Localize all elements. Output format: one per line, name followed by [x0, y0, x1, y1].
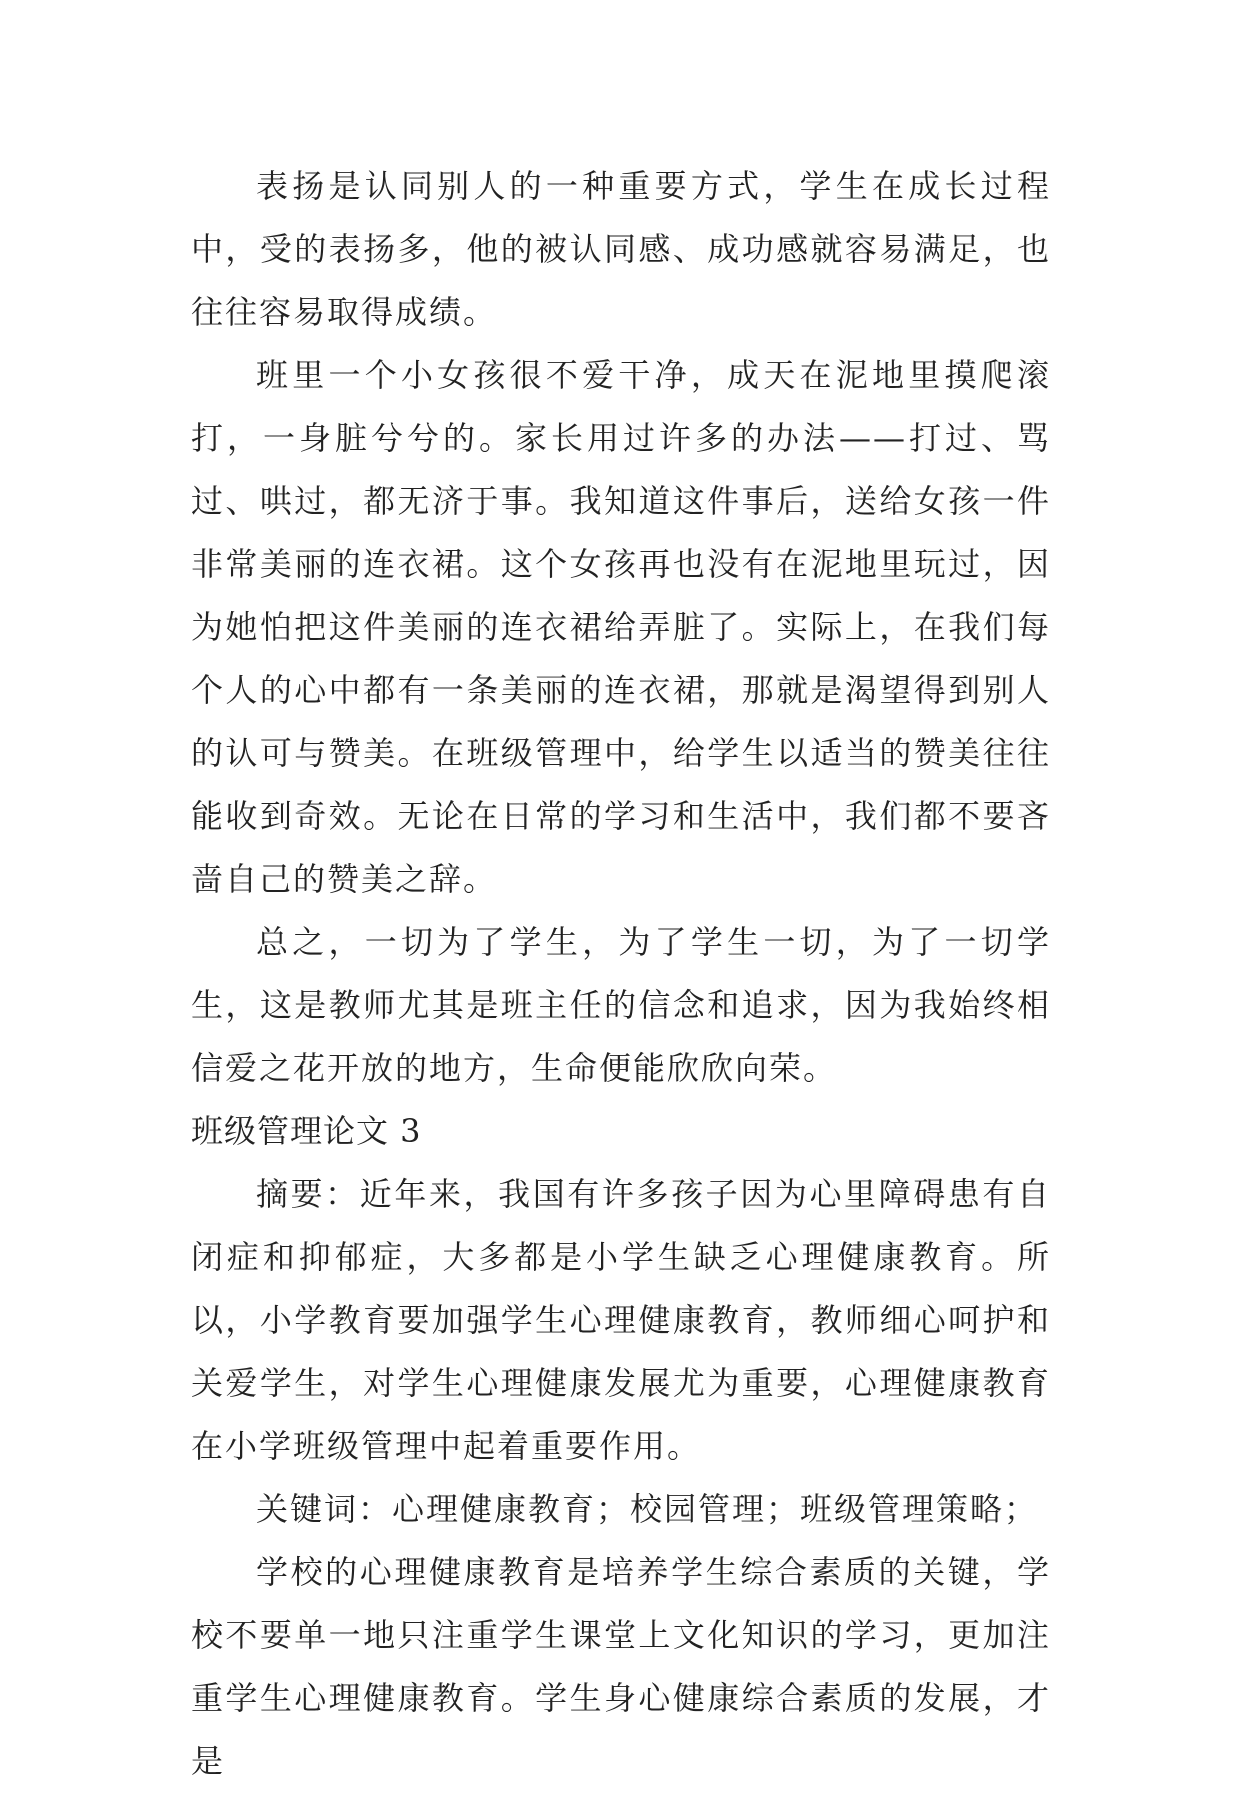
paragraph-praise-intro: 表扬是认同别人的一种重要方式，学生在成长过程中，受的表扬多，他的被认同感、成功感就容易满足，也往往容易取得成绩。 — [191, 167, 1051, 331]
section-heading: 班级管理论文 3 — [191, 1112, 422, 1150]
paragraph-keywords: 关键词：心理健康教育；校园管理；班级管理策略； — [256, 1490, 1039, 1528]
paragraph-abstract: 摘要：近年来，我国有许多孩子因为心里障碍患有自闭症和抑郁症，大多都是小学生缺乏心理健康教育。所以，小学教育要加强学生心理健康教育，教师细心呵护和关爱学生，对学生心理健康发展尤为重要，心理健康教育在小学班级管理中起着重要作用。 — [191, 1175, 1051, 1465]
document-page — [191, 155, 1051, 1793]
paragraph-conclusion: 总之，一切为了学生，为了学生一切，为了一切学生，这是教师尤其是班主任的信念和追求，因为我始终相信爱之花开放的地方，生命便能欣欣向荣。 — [191, 923, 1051, 1087]
paragraph-body-start: 学校的心理健康教育是培养学生综合素质的关键，学校不要单一地只注重学生课堂上文化知识的学习，更加注重学生心理健康教育。学生身心健康综合素质的发展，才是 — [191, 1553, 1051, 1780]
paragraph-dress-story: 班里一个小女孩很不爱干净，成天在泥地里摸爬滚打，一身脏兮兮的。家长用过许多的办法——打过、骂过、哄过，都无济于事。我知道这件事后，送给女孩一件非常美丽的连衣裙。这个女孩再也没有在泥地里玩过，因为她怕把这件美丽的连衣裙给弄脏了。实际上，在我们每个人的心中都有一条美丽的连衣裙，那就是渴望得到别人的认可与赞美。在班级管理中，给学生以适当的赞美往往能收到奇效。无论在日常的学习和生活中，我们都不要吝啬自己的赞美之辞。 — [191, 356, 1051, 898]
